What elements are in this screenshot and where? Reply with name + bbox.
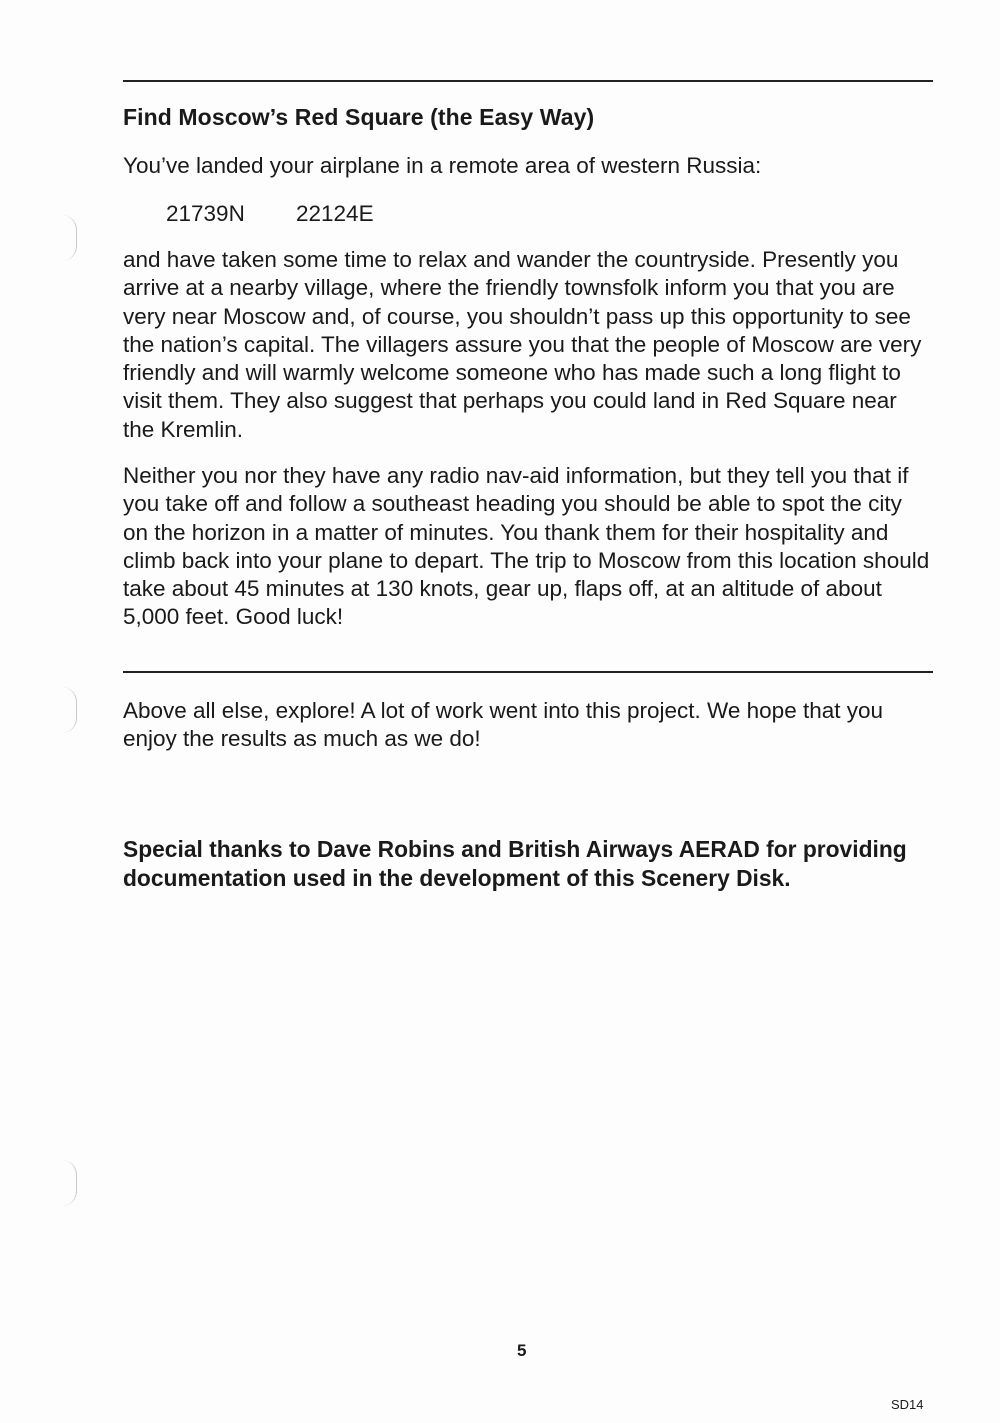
section-divider-top [123, 80, 933, 82]
acknowledgement: Special thanks to Dave Robins and British Airways AERAD for providing documentation used in the development of this Scenery Disk. [123, 836, 907, 891]
binder-hole-mark [62, 1160, 77, 1206]
binder-hole-mark [62, 687, 77, 733]
latitude-value: 21739N [166, 201, 245, 226]
body-paragraph-2: Neither you nor they have any radio nav-aid information, but they tell you that if you take off and follow a southeast heading you should be able to spot the city on the horizon in a matter of minutes. You thank them for their hospitality and climb back into your plane to depart. The trip to Moscow from this location should take about 45 minutes at 130 knots, gear up, flaps off, at an altitude of about 5,000 feet. Good luck! [123, 463, 930, 630]
section-title: Find Moscow’s Red Square (the Easy Way) [123, 104, 595, 130]
section-divider-middle [123, 671, 933, 673]
body-paragraph-1: and have taken some time to relax and wander the countryside. Presently you arrive at a nearby village, where the friendly townsfolk inform you that you are very near Moscow and, of course, you shouldn’t pass up this opportunity to see the nation’s capital. The villagers assure you that the people of Moscow are very friendly and will warmly welcome someone who has made such a long flight to visit them. They also suggest that perhaps you could land in Red Square near the Kremlin. [123, 247, 922, 442]
intro-text: You’ve landed your airplane in a remote area of western Russia: [123, 153, 762, 178]
binder-hole-mark [62, 215, 77, 261]
coordinates [166, 200, 374, 228]
page-number: 5 [517, 1341, 527, 1360]
document-code: SD14 [891, 1397, 924, 1412]
longitude-value: 22124E [296, 201, 374, 226]
closing-paragraph: Above all else, explore! A lot of work went into this project. We hope that you enjoy the results as much as we do! [123, 698, 884, 752]
